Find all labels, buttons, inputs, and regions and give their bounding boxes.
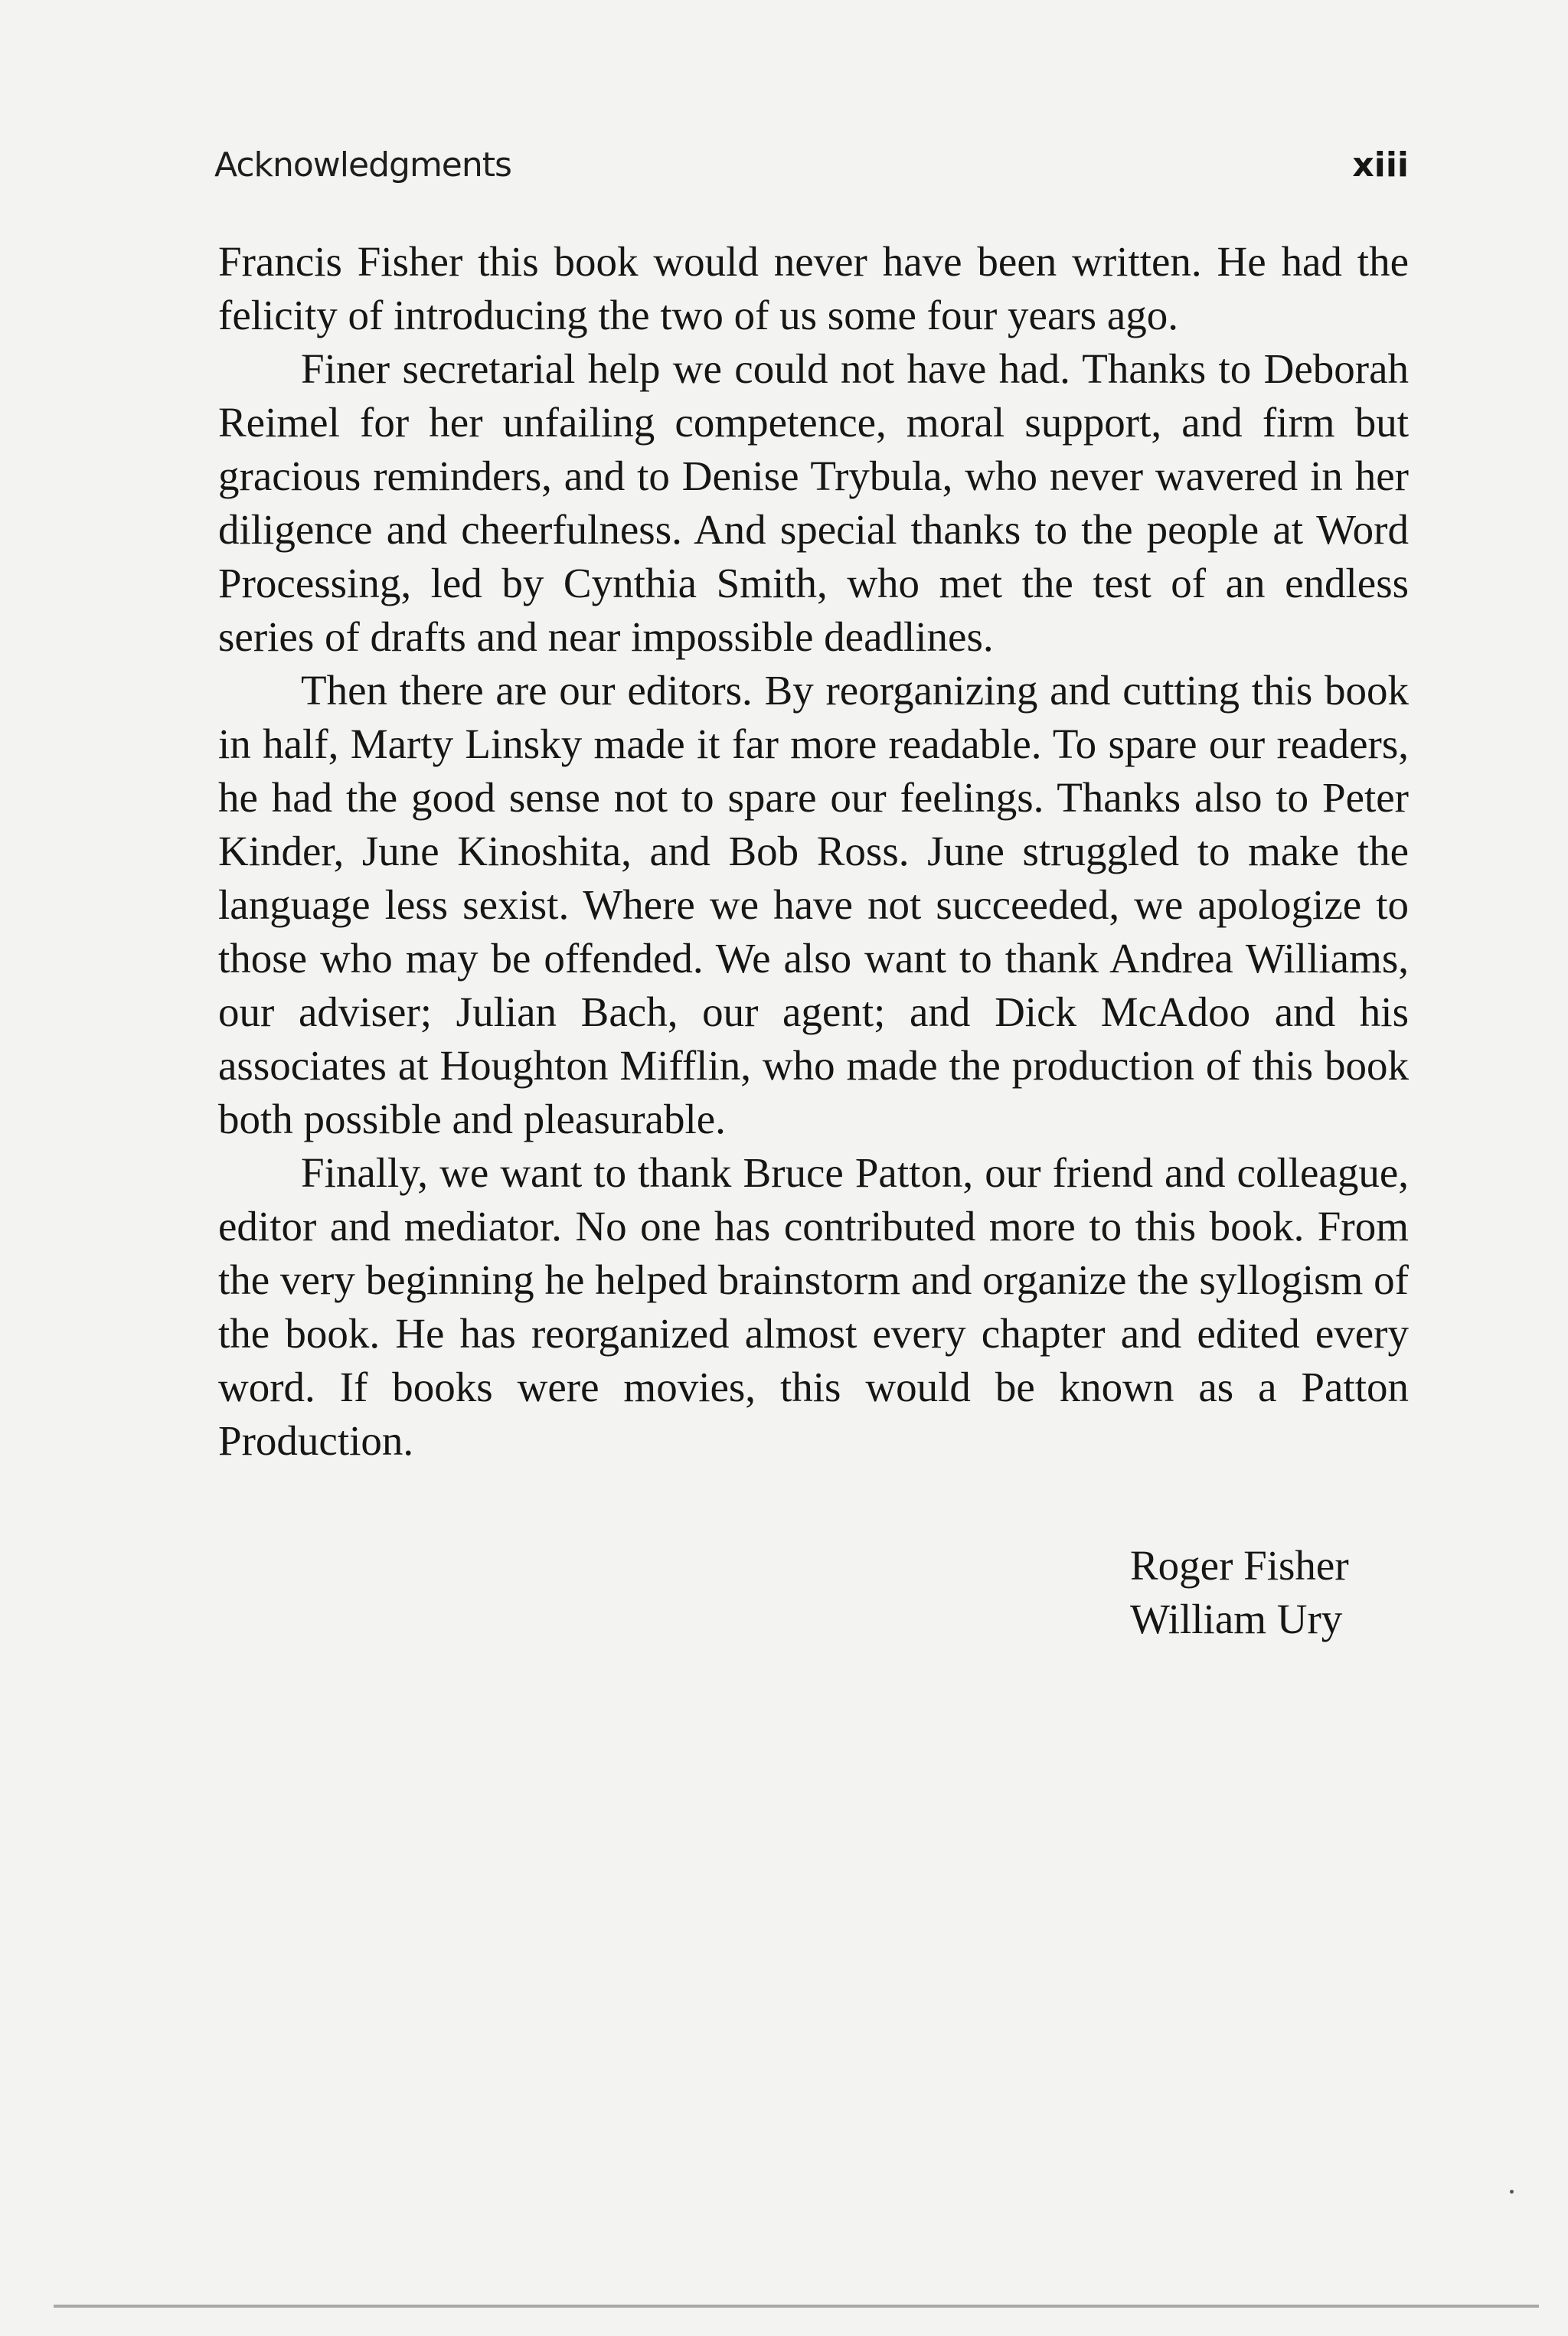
signature-author-2: William Ury	[1130, 1596, 1343, 1642]
page-number: xiii	[1352, 145, 1409, 185]
paragraph-1: Francis Fisher this book would never have been written. He had the felicity of introducing the two of us some four years ago.	[218, 238, 1409, 338]
running-head	[214, 138, 1409, 191]
running-title: Acknowledgments	[214, 145, 511, 185]
page-bottom-edge	[54, 2305, 1539, 2308]
signature-author-1: Roger Fisher	[1130, 1542, 1349, 1589]
paragraph-2: Finer secretarial help we could not have had. Thanks to Deborah Reimel for her unfailing competence, moral support, and firm but gracious reminders, and to Denise Trybula, who never wavered in her diligence and cheerfulness. And special thanks to the people at Word Processing, led by Cynthia Smith, who met the test of an endless series of drafts and near impossible deadlines.	[218, 345, 1409, 660]
paragraph-4: Finally, we want to thank Bruce Patton, our friend and colleague, editor and mediator. No one has contributed more to this book. From the very beginning he helped brainstorm and organize the syllogism of the book. He has reorganized almost every chapter and edited every word. If books were movies, this would be known as a Patton Production.	[218, 1149, 1409, 1464]
signature	[1130, 1539, 1349, 1646]
body-text	[218, 235, 1409, 1468]
scan-speck	[1510, 2190, 1514, 2194]
paragraph-3: Then there are our editors. By reorganizing and cutting this book in half, Marty Linsky made it far more readable. To spare our readers, he had the good sense not to spare our feelings. Thanks also to Peter Kinder, June Kinoshita, and Bob Ross. June struggled to make the language less sexist. Where we have not succeeded, we apologize to those who may be offended. We also want to thank Andrea Williams, our adviser; Julian Bach, our agent; and Dick McAdoo and his associates at Houghton Mifflin, who made the production of this book both possible and pleasurable.	[218, 667, 1409, 1142]
